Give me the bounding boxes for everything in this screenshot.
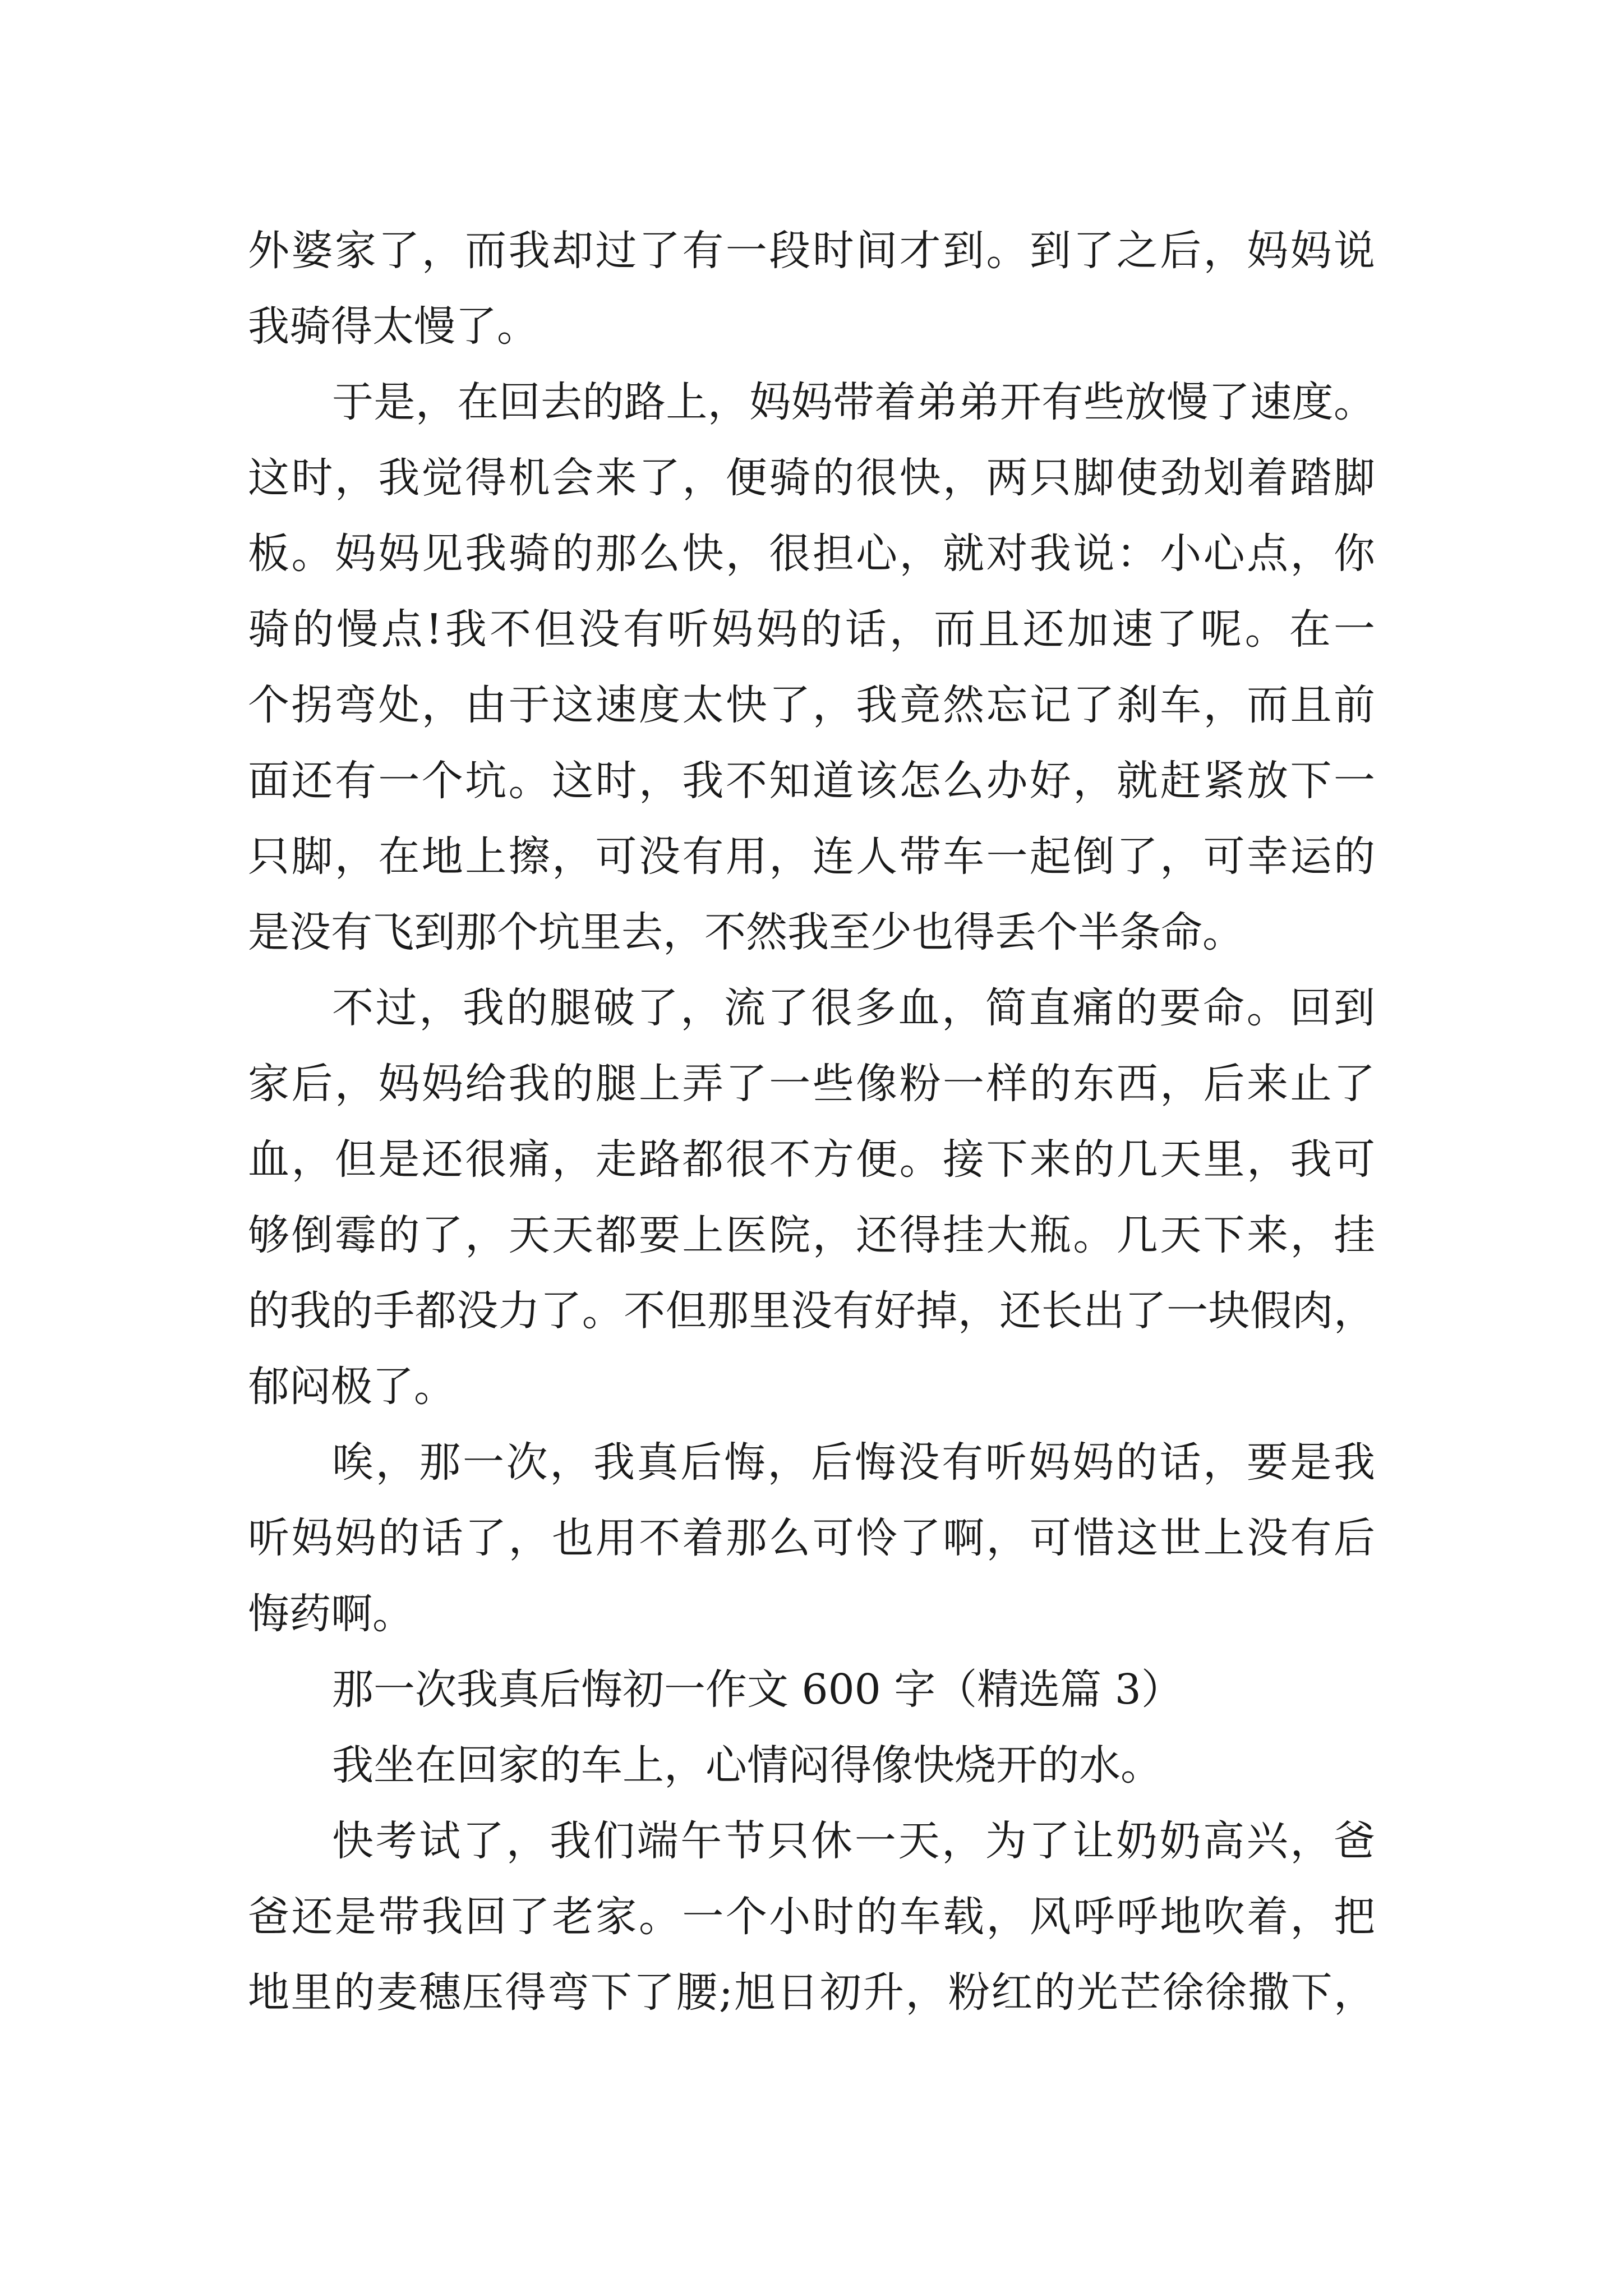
text-line: 悔药啊。 (248, 1590, 414, 1638)
text-line: 血，但是还很痛，走路都很不方便。接下来的几天里，我可 (248, 1135, 1375, 1184)
paragraph-start-line: 不过，我的腿破了，流了很多血，简直痛的要命。回到 (332, 984, 1375, 1032)
section-heading: 那一次我真后悔初一作文 600 字（精选篇 3） (332, 1665, 1183, 1714)
text-line: 是没有飞到那个坑里去，不然我至少也得丢个半条命。 (248, 908, 1244, 956)
text-line: 面还有一个坑。这时，我不知道该怎么办好，就赶紧放下一 (248, 757, 1375, 805)
paragraph-start-line: 快考试了，我们端午节只休一天，为了让奶奶高兴，爸 (332, 1817, 1375, 1865)
text-line: 地里的麦穗压得弯下了腰;旭日初升，粉红的光芒徐徐撒下， (248, 1968, 1375, 2017)
text-line: 这时，我觉得机会来了，便骑的很快，两只脚使劲划着踏脚 (248, 454, 1375, 502)
text-line: 的我的手都没力了。不但那里没有好掉，还长出了一块假肉， (248, 1287, 1375, 1335)
paragraph-start-line: 我坐在回家的车上，心情闷得像快烧开的水。 (332, 1741, 1162, 1789)
text-line: 外婆家了，而我却过了有一段时间才到。到了之后，妈妈说 (248, 227, 1375, 275)
text-line: 我骑得太慢了。 (248, 302, 538, 351)
text-line: 板。妈妈见我骑的那么快，很担心，就对我说：小心点，你 (248, 530, 1375, 578)
text-line: 只脚，在地上擦，可没有用，连人带车一起倒了，可幸运的 (248, 832, 1375, 881)
text-line: 家后，妈妈给我的腿上弄了一些像粉一样的东西，后来止了 (248, 1060, 1375, 1108)
paragraph-start-line: 唉，那一次，我真后悔，后悔没有听妈妈的话，要是我 (332, 1438, 1375, 1487)
paragraph-start-line: 于是，在回去的路上，妈妈带着弟弟开有些放慢了速度。 (332, 378, 1375, 426)
text-line: 个拐弯处，由于这速度太快了，我竟然忘记了刹车，而且前 (248, 681, 1375, 729)
essay-body (248, 213, 1375, 2031)
text-line: 听妈妈的话了，也用不着那么可怜了啊，可惜这世上没有后 (248, 1514, 1375, 1562)
text-line: 爸还是带我回了老家。一个小时的车载，风呼呼地吹着，把 (248, 1893, 1375, 1941)
text-line: 够倒霉的了，天天都要上医院，还得挂大瓶。几天下来，挂 (248, 1211, 1375, 1259)
text-line: 郁闷极了。 (248, 1363, 455, 1411)
text-line: 骑的慢点!我不但没有听妈妈的话，而且还加速了呢。在一 (248, 605, 1375, 654)
